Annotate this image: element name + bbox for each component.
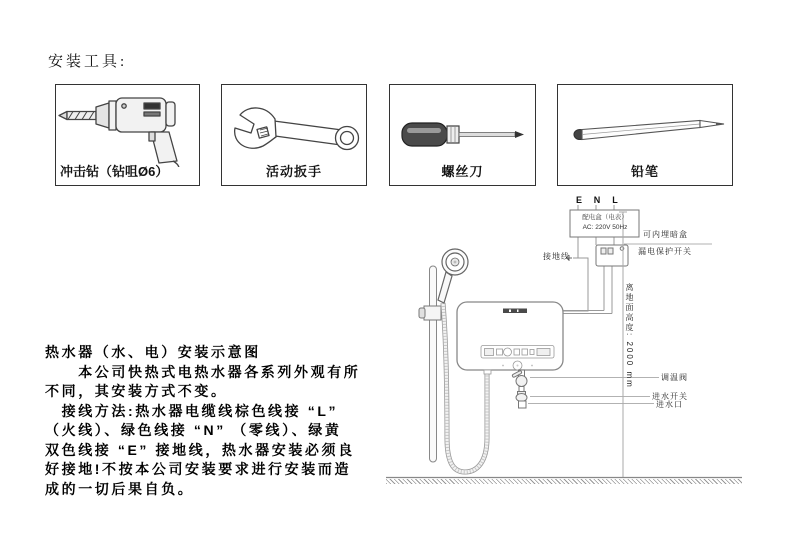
terminal-n: N [593,195,601,205]
label-temp-valve: 调温阀 [661,372,688,382]
water-heater [457,302,563,374]
description-line: 好接地!不按本公司安装要求进行安装而造 [45,461,352,477]
description-line: 成的一切后果自负。 [45,480,195,497]
label-height: 离地面高度: 2000 mm [625,283,634,389]
label-leakage-switch: 漏电保护开关 [638,247,692,256]
tool-label-screwdriver: 螺丝刀 [441,164,484,179]
tool-label-wrench: 活动扳手 [265,164,322,179]
label-ground-wire: 接地线 [543,252,570,261]
description-line: （火线）、绿色线接 “N” （零线）、绿黄 [45,422,342,438]
description-line: 本公司快热式电热水器各系列外观有所 [45,363,361,380]
label-inlet: 进水口 [656,400,683,409]
terminal-e: E [575,195,582,205]
distribution-box-label [571,213,639,232]
ground-hatching [386,479,742,484]
distribution-box-line2: AC: 220V 50Hz [582,223,628,231]
label-concealed-box: 可内埋暗盒 [643,230,688,239]
description-line: 不同，其安装方式不变。 [45,383,228,399]
description-line: 接线方法:热水器电缆线棕色线接 “L” [45,402,339,419]
tool-label-impact-drill: 冲击钻（钻咀Ø6） [60,164,169,179]
valve-assembly [512,370,527,408]
terminal-l: L [612,195,618,205]
shower-rail [419,266,441,462]
tool-label-pencil: 铅笔 [630,164,659,179]
label-inlet-switch: 进水开关 [652,392,688,401]
heater-logo [503,309,527,314]
distribution-box-line1: 配电盒（电表） [582,214,628,221]
description-line: 双色线接 “E” 接地线，热水器安装必须良 [45,441,355,458]
description-line: 热水器（水、电）安装示意图 [45,344,261,360]
page-title: 安装工具: [48,54,128,70]
shower-head [438,249,468,303]
